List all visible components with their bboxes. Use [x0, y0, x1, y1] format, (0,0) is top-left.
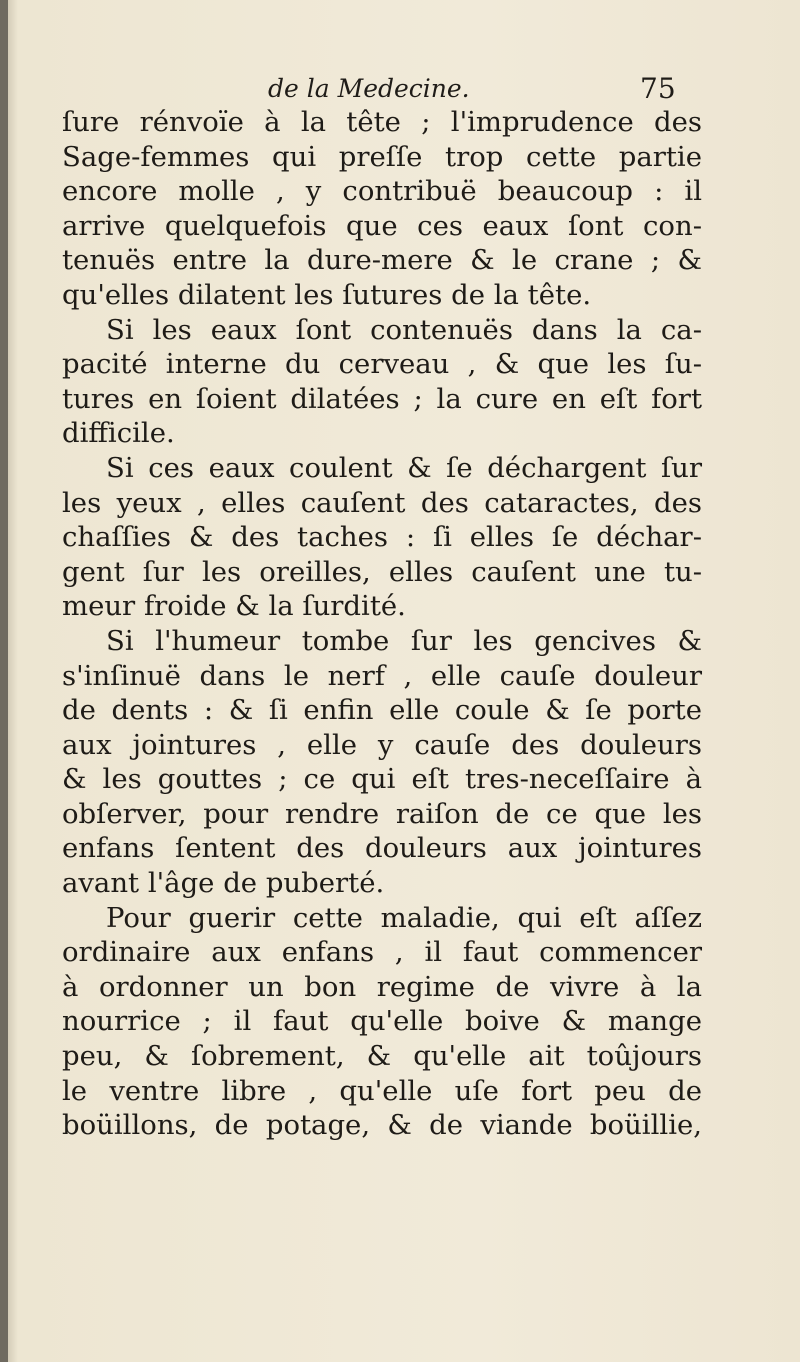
text-line: gent ſur les oreilles, elles cauſent une tu-	[62, 555, 702, 588]
text-line: encore molle , y contribuë beaucoup : il	[62, 175, 702, 208]
text-line: Pour guerir cette maladie, qui eſt aſſez	[106, 901, 702, 934]
text-line: arrive quelquefois que ces eaux ſont con-	[62, 209, 702, 242]
text-line: difficile.	[62, 417, 175, 450]
text-line: Si l'humeur tombe ſur les gencives &	[106, 624, 702, 657]
text-line: tures en ſoient dilatées ; la cure en eſt fort	[62, 382, 702, 415]
text-line: chaſſies & des taches : ſi elles ſe déchar-	[62, 521, 702, 554]
text-line: Sage-femmes qui preſſe trop cette partie	[62, 140, 702, 173]
text-line: de dents : & ſi enfin elle coule & ſe porte	[62, 694, 702, 727]
text-line: les yeux , elles cauſent des cataractes, des	[62, 486, 702, 519]
text-line: qu'elles dilatent les ſutures de la tête.	[62, 278, 592, 311]
text-line: aux jointures , elle y cauſe des douleurs	[62, 728, 702, 761]
text-line: ſure rénvoïe à la tête ; l'imprudence des	[62, 106, 702, 138]
text-line: tenuës entre la dure-mere & le crane ; &	[62, 244, 702, 277]
text-line: Si ces eaux coulent & ſe déchargent ſur	[106, 451, 702, 484]
book-gutter	[0, 0, 8, 1362]
text-line: boüillons, de potage, & de viande boüillie,	[62, 1109, 702, 1142]
text-line: & les gouttes ; ce qui eſt tres-neceſſaire à	[62, 763, 702, 796]
text-line: avant l'âge de puberté.	[62, 867, 385, 900]
text-line: Si les eaux ſont contenuës dans la ca-	[106, 313, 702, 346]
text-line: obſerver, pour rendre raiſon de ce que les	[62, 797, 702, 830]
running-title: de la Medecine.	[268, 74, 470, 103]
text-line: pacité interne du cerveau , & que les ſu-	[62, 348, 702, 381]
text-line: peu, & ſobrement, & qu'elle ait toûjours	[62, 1040, 702, 1073]
text-line: s'inſinuë dans le nerf , elle cauſe douleur	[62, 659, 702, 692]
text-line: ordinaire aux enfans , il faut commencer	[62, 936, 702, 969]
text-line: à ordonner un bon regime de vivre à la	[62, 970, 702, 1003]
body-text	[62, 105, 702, 1143]
text-line: le ventre libre , qu'elle uſe fort peu de	[62, 1074, 702, 1107]
text-line: nourrice ; il faut qu'elle boive & mange	[62, 1005, 702, 1038]
page-number: 75	[640, 72, 676, 105]
text-line: meur froide & la ſurdité.	[62, 590, 406, 623]
text-line: enfans ſentent des douleurs aux jointures	[62, 832, 702, 865]
